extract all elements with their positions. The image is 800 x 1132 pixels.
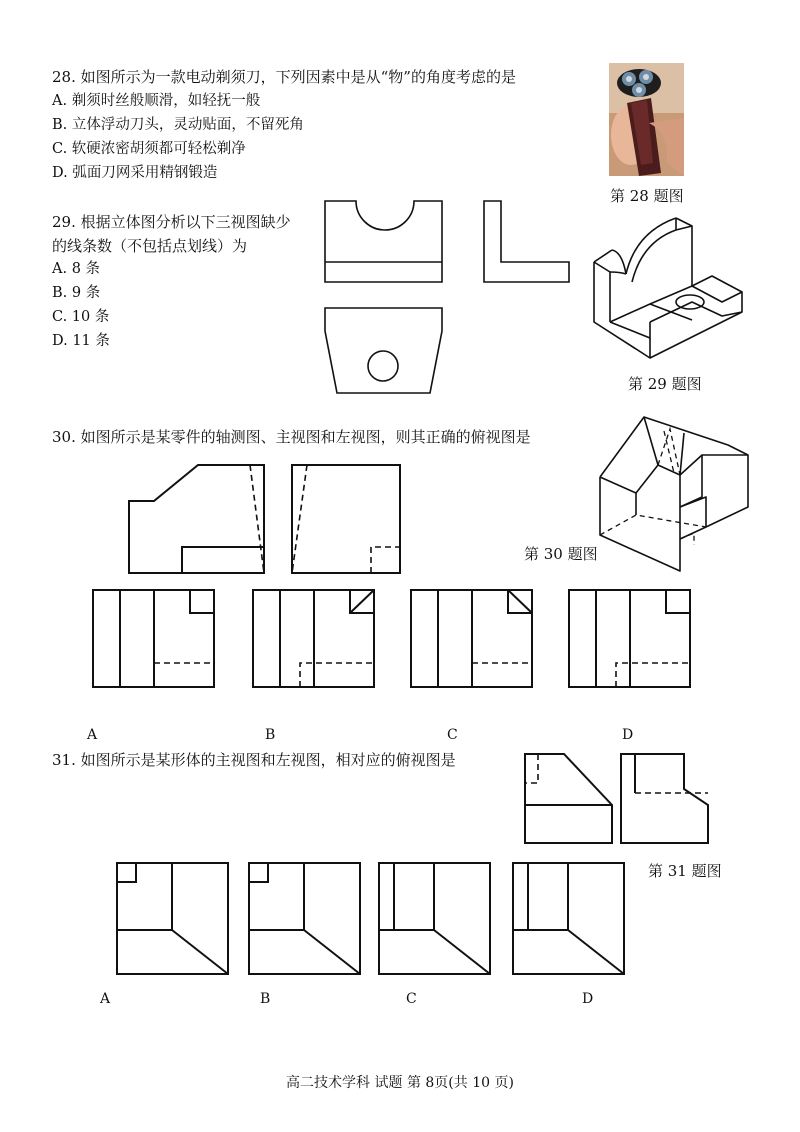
q30-isometric-view	[598, 415, 752, 575]
q29-option-c: C. 10 条	[52, 309, 110, 325]
q30-choice-d-label: D	[622, 727, 634, 743]
q29-front-view	[324, 200, 444, 284]
q31-choice-a-label: A	[100, 991, 111, 1007]
q28-option-c: C. 软硬浓密胡须都可轻松剃净	[52, 141, 246, 157]
q30-choice-b-view	[252, 589, 376, 689]
page-footer: 高二技术学科 试题 第 8页(共 10 页)	[286, 1075, 514, 1091]
q30-caption: 第 30 题图	[524, 545, 598, 563]
q29-side-view	[483, 200, 571, 284]
q31-choice-b-view	[248, 862, 362, 976]
q30-choice-a-view	[92, 589, 216, 689]
q29-top-view	[324, 307, 444, 395]
q29-stem-line2: 的线条数（不包括点划线）为	[52, 237, 248, 255]
q31-choice-a-view	[116, 862, 230, 976]
q29-option-a: A. 8 条	[52, 261, 101, 277]
q30-choice-d-view	[568, 589, 692, 689]
q31-choice-d-view	[512, 862, 626, 976]
q30-choice-c-view	[410, 589, 534, 689]
q29-caption: 第 29 题图	[628, 375, 702, 393]
q31-stem: 31. 如图所示是某形体的主视图和左视图，相对应的俯视图是	[52, 751, 456, 769]
q30-front-view	[128, 463, 268, 575]
q30-choice-c-label: C	[447, 727, 458, 743]
q30-left-view	[291, 463, 403, 575]
q28-option-a: A. 剃须时丝般顺滑，如轻抚一般	[52, 93, 261, 109]
q30-choice-a-label: A	[87, 727, 98, 743]
q31-choice-c-label: C	[406, 991, 417, 1007]
q29-stem-line1: 29. 根据立体图分析以下三视图缺少	[52, 213, 291, 231]
q28-stem: 28. 如图所示为一款电动剃须刀，下列因素中是从“物”的角度考虑的是	[52, 68, 516, 86]
q31-choice-c-view	[378, 862, 492, 976]
q31-left-view	[620, 753, 712, 845]
q30-choice-b-label: B	[265, 727, 276, 743]
electric-shaver-photo	[609, 63, 684, 176]
q31-front-view	[524, 753, 616, 845]
q29-option-d: D. 11 条	[52, 333, 110, 349]
q30-stem: 30. 如图所示是某零件的轴测图、主视图和左视图，则其正确的俯视图是	[52, 428, 531, 446]
q29-isometric-view	[592, 212, 748, 360]
q31-choice-d-label: D	[582, 991, 594, 1007]
q28-option-d: D. 弧面刀网采用精钢锻造	[52, 165, 218, 181]
q31-caption: 第 31 题图	[648, 862, 722, 880]
q29-option-b: B. 9 条	[52, 285, 101, 301]
q28-caption: 第 28 题图	[610, 187, 684, 205]
q31-choice-b-label: B	[260, 991, 271, 1007]
q28-option-b: B. 立体浮动刀头，灵动贴面，不留死角	[52, 117, 304, 133]
